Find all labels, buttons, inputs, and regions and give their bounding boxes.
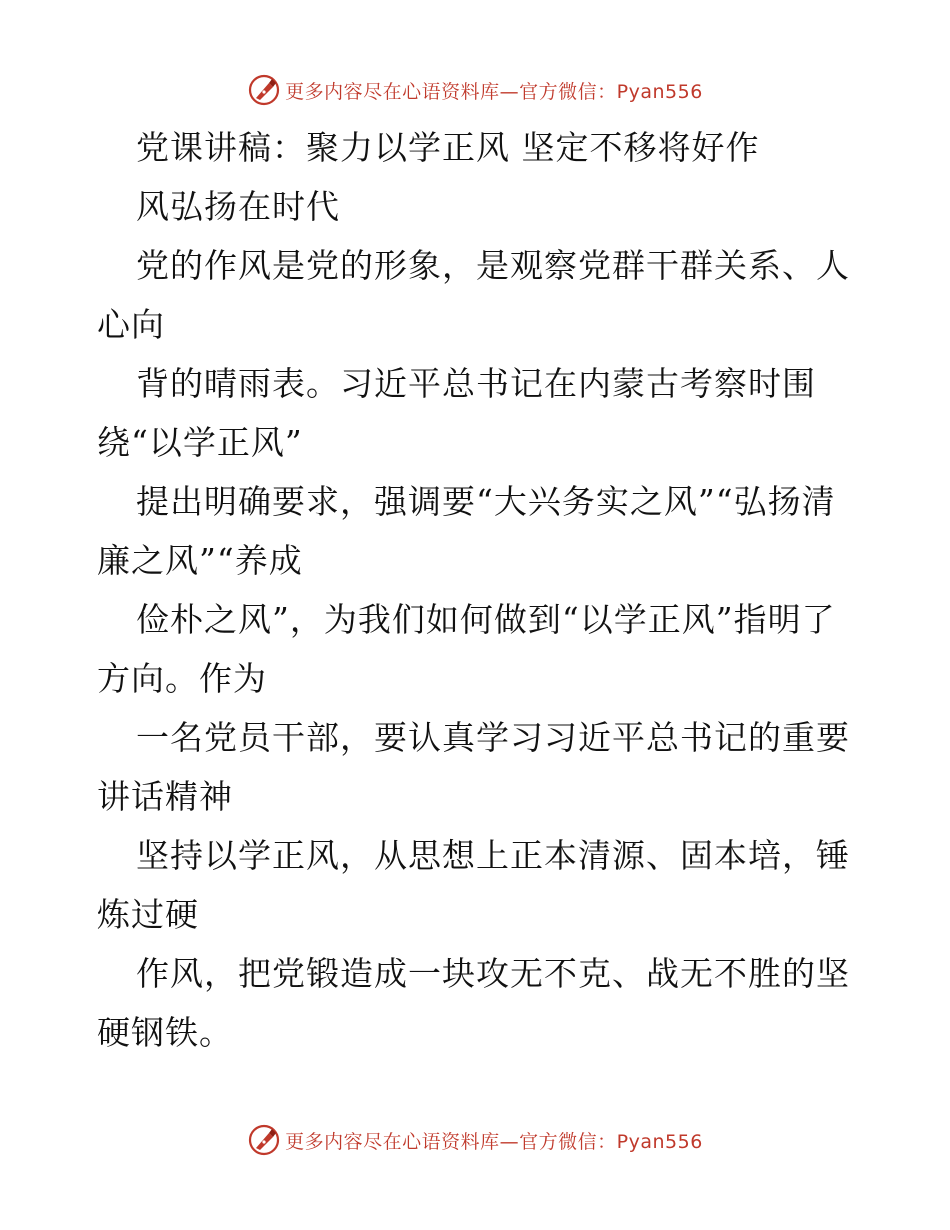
document-body [97, 118, 853, 1062]
footer-banner-text: 更多内容尽在心语资料库—官方微信：Pyan556 [285, 1130, 703, 1153]
pen-nib-logo-icon [247, 73, 281, 107]
document-line: 党课讲稿：聚力以学正风 坚定不移将好作 [136, 128, 760, 167]
document-line: 作风，把党锻造成一块攻无不克、战无不胜的坚硬钢铁。 [97, 954, 850, 1052]
pen-nib-logo-icon [247, 1123, 281, 1157]
document-line: 坚持以学正风，从思想上正本清源、固本培，锤炼过硬 [97, 836, 850, 934]
header-banner-text: 更多内容尽在心语资料库—官方微信：Pyan556 [285, 80, 703, 103]
document-line: 党的作风是党的形象，是观察党群干群关系、人心向 [97, 246, 850, 344]
document-line: 俭朴之风”，为我们如何做到“以学正风”指明了方向。作为 [97, 600, 836, 698]
footer-banner [0, 1120, 950, 1160]
document-line: 背的晴雨表。习近平总书记在内蒙古考察时围绕“以学正风” [97, 364, 816, 462]
document-line: 风弘扬在时代 [136, 187, 340, 226]
document-line: 提出明确要求，强调要“大兴务实之风”“弘扬清廉之风”“养成 [97, 482, 836, 580]
document-line: 一名党员干部，要认真学习习近平总书记的重要讲话精神 [97, 718, 850, 816]
header-banner [0, 70, 950, 110]
